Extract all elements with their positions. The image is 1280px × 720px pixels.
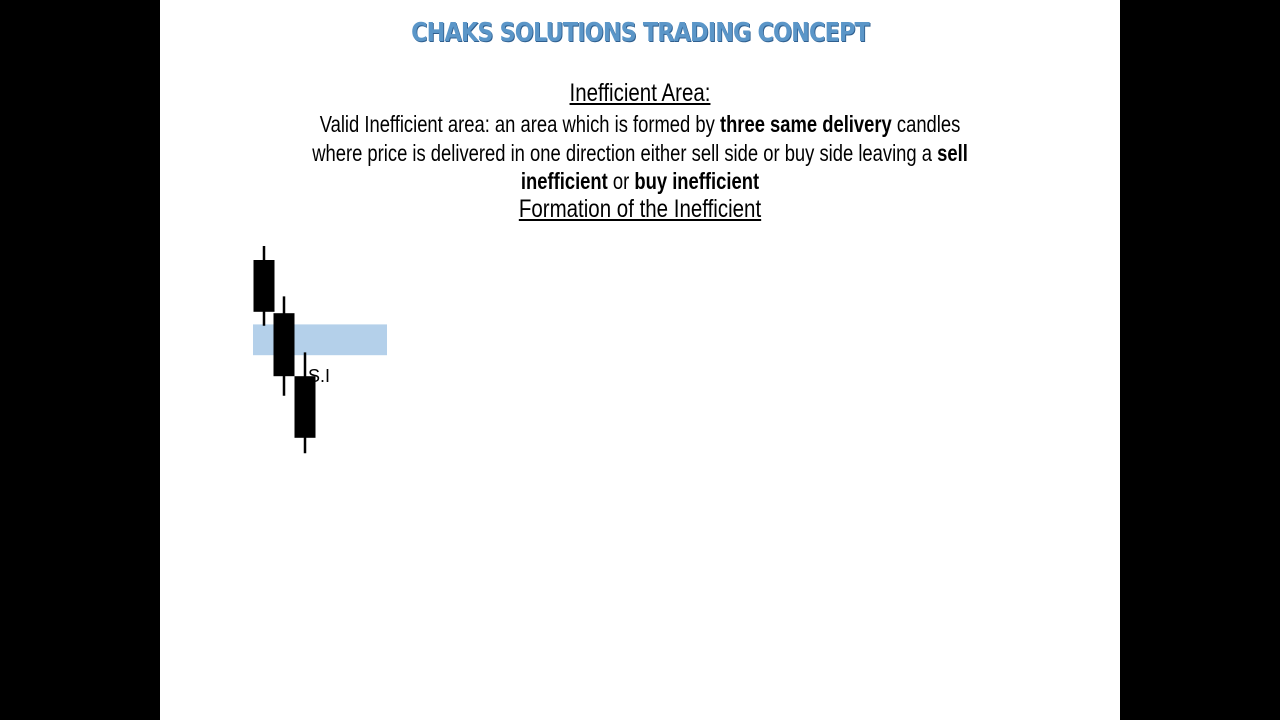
sell-inefficient-zone xyxy=(253,324,387,355)
definition-bold-three-same-delivery: three same delivery xyxy=(719,111,892,137)
definition-bold-sell-inefficient: sell inefficient xyxy=(520,139,968,194)
definition-bold-buy-inefficient: buy inefficient xyxy=(634,168,760,194)
candlestick-diagram xyxy=(160,0,1120,720)
figure-heading-text: Formation of the Inefficient xyxy=(518,195,762,223)
section-heading-text: Inefficient Area: xyxy=(569,79,711,107)
definition-middle-1: candles where price is delivered in one direction either sell side or buy side leaving a xyxy=(312,111,961,166)
second-bearish-candle-body xyxy=(274,313,295,376)
slide-title: CHAKS SOLUTIONS TRADING CONCEPT xyxy=(411,18,869,48)
first-bearish-candle-body xyxy=(254,260,275,312)
definition-lead: Valid Inefficient area: an area which is formed by xyxy=(319,111,720,137)
definition-middle-2: or xyxy=(607,168,635,194)
slide xyxy=(160,0,1120,720)
sell-inefficient-label: S.I xyxy=(308,366,331,386)
